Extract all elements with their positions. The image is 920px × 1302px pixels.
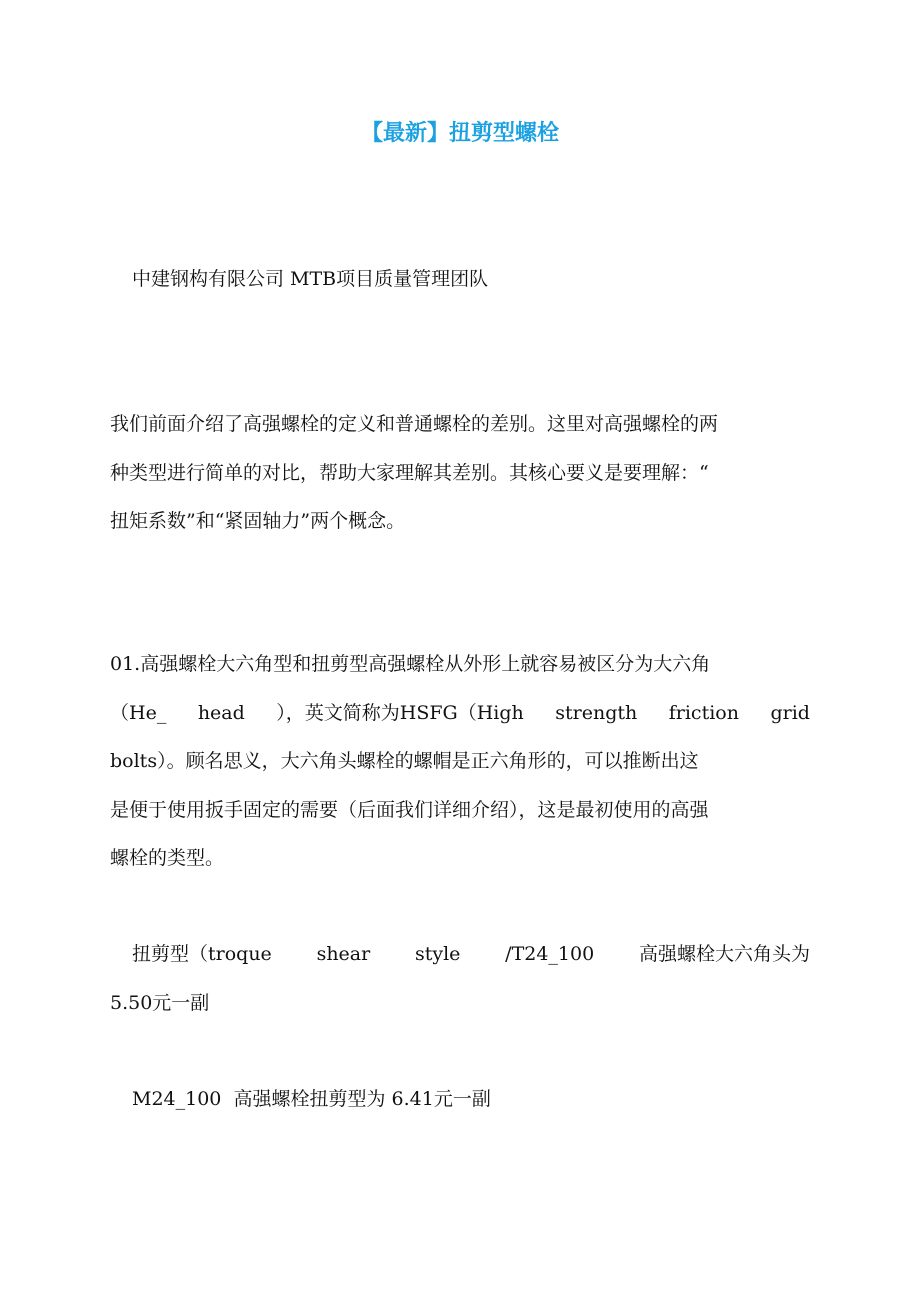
intro-paragraph <box>110 400 810 546</box>
price-line: M24_100 高强螺栓扭剪型为 6.41元一副 <box>132 1088 491 1110</box>
price-paragraph-m24 <box>110 1075 810 1124</box>
section-01-line: bolts）。顾名思义，大六角头螺栓的螺帽是正六角形的，可以推断出这 <box>110 750 699 772</box>
author-line: 中建钢构有限公司 MTB项目质量管理团队 <box>132 268 489 290</box>
price-line: 5.50元一副 <box>110 991 210 1014</box>
intro-line: 扭矩系数”和“紧固轴力”两个概念。 <box>110 510 406 532</box>
section-01-paragraph <box>110 640 810 883</box>
line-word: 高强螺栓大六角头为 <box>638 943 810 965</box>
line-word: grid <box>770 701 810 724</box>
price-line <box>110 930 810 979</box>
section-01-line: 是便于使用扳手固定的需要（后面我们详细介绍），这是最初使用的高强 <box>110 798 709 821</box>
line-word: friction <box>668 701 739 724</box>
line-word: ），英文简称为HSFG（High <box>276 701 524 724</box>
section-01-line: 螺栓的类型。 <box>110 847 225 869</box>
line-word: shear <box>316 943 371 965</box>
page-title-text: 【最新】扭剪型螺栓 <box>360 121 559 146</box>
section-01-line: 01.高强螺栓大六角型和扭剪型高强螺栓从外形上就容易被区分为大六角 <box>110 653 711 675</box>
intro-line: 种类型进行简单的对比，帮助大家理解其差别。其核心要义是要理解：“ <box>110 461 709 484</box>
line-word: /T24_100 <box>505 943 595 965</box>
line-word: head <box>197 701 245 724</box>
section-01-line <box>110 689 810 738</box>
line-word: 扭剪型（troque <box>132 943 272 965</box>
line-word: strength <box>555 701 638 724</box>
line-word: style <box>414 943 461 965</box>
price-paragraph-torque-shear <box>110 930 810 1027</box>
line-word: （He_ <box>110 701 167 724</box>
page-title <box>0 118 920 150</box>
intro-line: 我们前面介绍了高强螺栓的定义和普通螺栓的差别。这里对高强螺栓的两 <box>110 413 719 435</box>
